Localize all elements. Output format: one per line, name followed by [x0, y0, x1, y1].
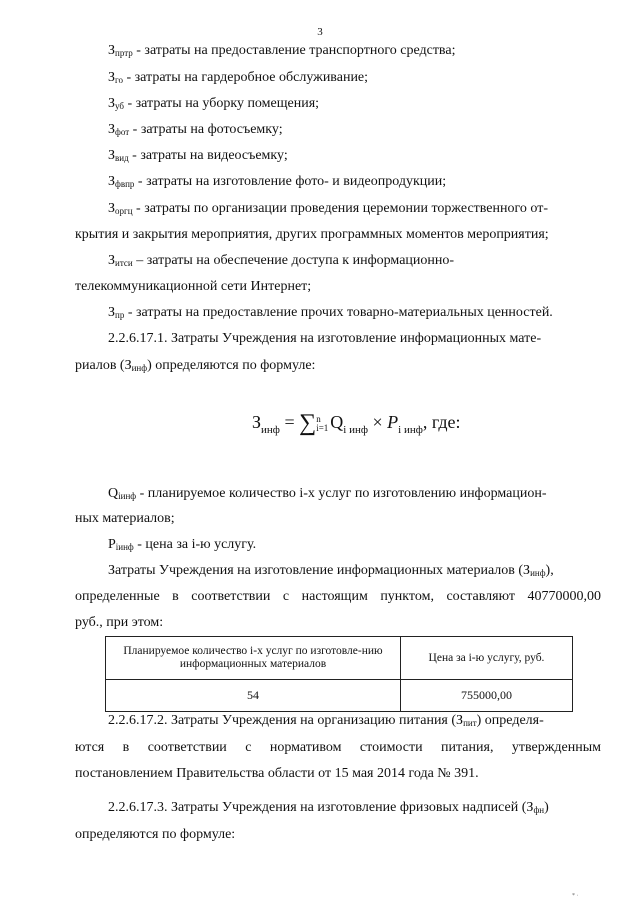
legend-symbol: Q: [108, 486, 119, 501]
formula-q: Q: [330, 412, 344, 432]
definition-text: - затраты на уборку помещения;: [123, 96, 320, 111]
formula-times: ×: [372, 412, 383, 432]
definition-symbol-sub: фвпр: [115, 179, 135, 189]
definition-symbol: З: [108, 43, 116, 58]
para-2-2-6-17-2-line1: [108, 713, 544, 729]
legend-symbol: P: [108, 537, 116, 552]
text-segment: Затраты Учреждения на изготовление информационных материалов (З: [108, 563, 531, 578]
legend-q: [108, 486, 547, 502]
definition-transport: [108, 43, 455, 59]
definition-text: - затраты по организации проведения церемонии торжественного от-: [132, 201, 548, 216]
definition-symbol: З: [108, 174, 116, 189]
definition-text: - затраты на предоставление прочих товарно-материальных ценностей.: [124, 305, 553, 320]
definition-symbol-sub: уб: [115, 101, 124, 111]
text-sub: инф: [530, 568, 546, 578]
table-header-quantity: Планируемое количество i-х услуг по изготовле-нию информационных материалов: [106, 637, 401, 680]
definition-wardrobe: [108, 70, 368, 86]
definition-symbol: З: [108, 122, 116, 137]
formula-lhs: З: [252, 412, 262, 432]
definition-symbol-sub: пр: [115, 310, 125, 320]
legend-p: [108, 537, 256, 553]
sum-icon: ∑: [299, 410, 317, 436]
para-2-2-6-17-3-line2: определяются по формуле:: [75, 827, 236, 842]
definition-symbol: З: [108, 70, 116, 85]
footer-mark: * ·: [572, 893, 579, 899]
para-2-2-6-17-3-line1: [108, 800, 549, 816]
para-costs-line2: определенные в соответствии с настоящим пунктом, составляют 40770000,00: [75, 589, 601, 604]
text-segment: 2.2.6.17.3. Затраты Учреждения на изготовление фризовых надписей (З: [108, 800, 534, 815]
formula-lhs-sub: инф: [261, 424, 280, 436]
definition-cleaning: [108, 96, 319, 112]
definition-text: - затраты на фотосъемку;: [129, 122, 283, 137]
sum-limits: [316, 415, 328, 433]
definition-internet: [108, 253, 454, 269]
definition-photo: [108, 122, 283, 138]
para-2-2-6-17-2-line3: постановлением Правительства области от 15 мая 2014 года № 391.: [75, 766, 479, 781]
table-header-price: Цена за i-ю услугу, руб.: [401, 637, 573, 680]
definition-symbol: З: [108, 305, 116, 320]
text-segment: ) определя-: [476, 713, 544, 728]
text-segment: риалов (З: [75, 358, 132, 373]
definition-ceremony: [108, 201, 548, 217]
definition-text: – затраты на обеспечение доступа к информационно-: [132, 253, 455, 268]
para-costs-line1: [108, 563, 554, 579]
formula-p: P: [387, 412, 399, 432]
formula-equals: =: [284, 412, 295, 432]
definition-photo-video-production: [108, 174, 446, 190]
legend-symbol-sub: iинф: [118, 491, 137, 501]
definition-text: - затраты на гардеробное обслуживание;: [122, 70, 369, 85]
text-segment: 2.2.6.17.2. Затраты Учреждения на организацию питания (З: [108, 713, 464, 728]
definition-symbol-sub: оргц: [115, 206, 133, 216]
definition-text: - затраты на предоставление транспортного средства;: [132, 43, 456, 58]
table-cell-price: 755000,00: [401, 680, 573, 712]
definition-symbol: З: [108, 96, 116, 111]
sum-lower: i=1: [316, 422, 329, 433]
definition-symbol-sub: вид: [115, 153, 129, 163]
definition-symbol-sub: фот: [115, 127, 130, 137]
legend-text: - цена за i-ю услугу.: [133, 537, 257, 552]
text-segment: ): [544, 800, 549, 815]
price-table: [105, 636, 573, 712]
legend-symbol-sub: iинф: [115, 542, 134, 552]
definition-symbol: З: [108, 148, 116, 163]
definition-text: - затраты на видеосъемку;: [128, 148, 288, 163]
sum-upper: n: [316, 413, 321, 424]
definition-ceremony-cont: крытия и закрытия мероприятия, других программных моментов мероприятия;: [75, 227, 549, 242]
text-sub: фн: [533, 805, 545, 815]
text-segment: ),: [545, 563, 554, 578]
text-sub: инф: [131, 363, 148, 373]
formula-p-sub: i инф: [398, 424, 423, 436]
definition-symbol-sub: итси: [115, 258, 133, 268]
para-2-2-6-17-2-line2: ются в соответствии с нормативом стоимости питания, утвержденным: [75, 740, 601, 755]
definition-internet-cont: телекоммуникационной сети Интернет;: [75, 279, 312, 294]
definition-symbol-sub: пртр: [115, 48, 133, 58]
definition-text: - затраты на изготовление фото- и видеопродукции;: [134, 174, 447, 189]
para-2-2-6-17-1-line2: [75, 358, 601, 374]
text-segment: ) определяются по формуле:: [147, 358, 316, 373]
definition-video: [108, 148, 288, 164]
formula-info-materials: [252, 410, 461, 437]
page-number: 3: [317, 26, 323, 38]
text-sub: пит: [463, 718, 477, 728]
para-costs-line3: руб., при этом:: [75, 615, 164, 630]
definition-symbol: З: [108, 253, 116, 268]
legend-q-cont: ных материалов;: [75, 511, 175, 526]
definition-other: [108, 305, 553, 321]
legend-text: - планируемое количество i-х услуг по изготовлению информацион-: [136, 486, 547, 501]
para-2-2-6-17-1-line1: 2.2.6.17.1. Затраты Учреждения на изготовление информационных мате-: [108, 331, 542, 346]
definition-symbol: З: [108, 201, 116, 216]
definition-symbol-sub: го: [115, 75, 123, 85]
formula-q-sub: i инф: [343, 424, 368, 436]
formula-tail: , где:: [422, 412, 461, 432]
table-cell-quantity: 54: [106, 680, 401, 712]
table-header-row: [106, 637, 573, 680]
table-row: [106, 680, 573, 712]
